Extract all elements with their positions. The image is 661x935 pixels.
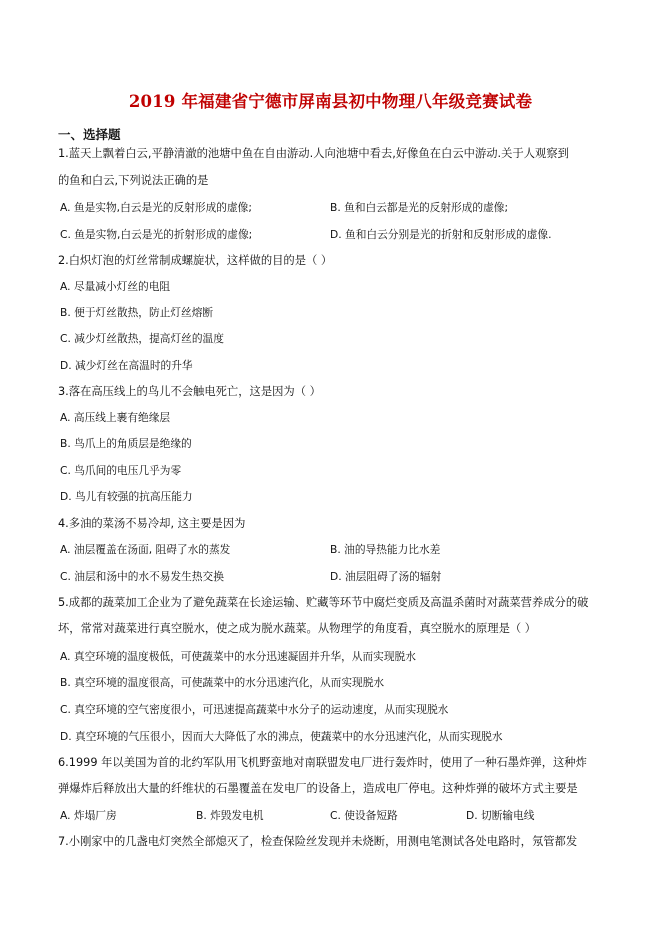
section-heading: 一、选择题 xyxy=(58,127,121,142)
q2-option-b: B. 便于灯丝散热，防止灯丝熔断 xyxy=(60,306,214,319)
q4-stem: 4.多油的菜汤不易冷却, 这主要是因为 xyxy=(58,517,246,530)
q5-option-d: D. 真空环境的气压很小，因而大大降低了水的沸点，使蔬菜中的水分迅速汽化，从而实现脱水 xyxy=(60,730,503,743)
q3-option-b: B. 鸟爪上的角质层是绝缘的 xyxy=(60,437,192,450)
q5-stem-line1: 5.成都的蔬菜加工企业为了避免蔬菜在长途运输、贮藏等环节中腐烂变质及高温杀菌时对蔬菜营养成分的破 xyxy=(58,596,589,609)
q4-option-b: B. 油的导热能力比水差 xyxy=(330,543,441,556)
q3-option-c: C. 鸟爪间的电压几乎为零 xyxy=(60,464,182,477)
q6-option-d: D. 切断输电线 xyxy=(466,809,535,822)
q1-option-d: D. 鱼和白云分别是光的折射和反射形成的虚像. xyxy=(330,228,552,241)
q3-option-a: A. 高压线上裹有绝缘层 xyxy=(60,411,171,424)
q3-stem: 3.落在高压线上的鸟儿不会触电死亡，这是因为（ ） xyxy=(58,385,321,398)
q4-option-d: D. 油层阻碍了汤的辐射 xyxy=(330,570,442,583)
q2-option-a: A. 尽量减小灯丝的电阻 xyxy=(60,280,171,293)
q1-option-b: B. 鱼和白云都是光的反射形成的虚像; xyxy=(330,201,509,214)
exam-title: 2019 年福建省宁德市屏南县初中物理八年级竞赛试卷 xyxy=(128,92,533,111)
q1-option-c: C. 鱼是实物,白云是光的折射形成的虚像; xyxy=(60,228,253,241)
q5-option-c: C. 真空环境的空气密度很小，可迅速提高蔬菜中水分子的运动速度，从而实现脱水 xyxy=(60,703,449,716)
q7-stem-line1: 7.小刚家中的几盏电灯突然全部熄灭了，检查保险丝发现并未烧断，用测电笔测试各处电路时，氖管都发 xyxy=(58,835,578,848)
q2-option-c: C. 减少灯丝散热，提高灯丝的温度 xyxy=(60,332,224,345)
q5-option-a: A. 真空环境的温度极低，可使蔬菜中的水分迅速凝固并升华，从而实现脱水 xyxy=(60,650,416,663)
q1-stem-line2: 的鱼和白云,下列说法正确的是 xyxy=(58,174,209,187)
q6-stem-line1: 6.1999 年以美国为首的北约军队用飞机野蛮地对南联盟发电厂进行轰炸时，使用了一种石墨炸弹，这种炸 xyxy=(58,756,587,769)
q1-stem-line1: 1.蓝天上飘着白云,平静清澈的池塘中鱼在自由游动.人向池塘中看去,好像鱼在白云中游动.关于人观察到 xyxy=(58,147,569,160)
q3-option-d: D. 鸟儿有较强的抗高压能力 xyxy=(60,490,193,503)
q5-option-b: B. 真空环境的温度很高，可使蔬菜中的水分迅速汽化，从而实现脱水 xyxy=(60,676,385,689)
q6-option-a: A. 炸塌厂房 xyxy=(60,809,117,822)
q1-option-a: A. 鱼是实物,白云是光的反射形成的虚像; xyxy=(60,201,252,214)
q6-option-b: B. 炸毁发电机 xyxy=(196,809,264,822)
q2-option-d: D. 减少灯丝在高温时的升华 xyxy=(60,359,193,372)
q4-option-a: A. 油层覆盖在汤面, 阻碍了水的蒸发 xyxy=(60,543,231,556)
q5-stem-line2: 坏，常常对蔬菜进行真空脱水，使之成为脱水蔬菜。从物理学的角度看，真空脱水的原理是（ ） xyxy=(58,622,537,635)
q6-stem-line2: 弹爆炸后释放出大量的纤维状的石墨覆盖在发电厂的设备上，造成电厂停电。这种炸弹的破坏方式主要是 xyxy=(58,782,578,795)
q6-option-c: C. 使设备短路 xyxy=(330,809,398,822)
q4-option-c: C. 油层和汤中的水不易发生热交换 xyxy=(60,570,224,583)
q2-stem: 2.白炽灯泡的灯丝常制成螺旋状，这样做的目的是（ ） xyxy=(58,254,333,267)
